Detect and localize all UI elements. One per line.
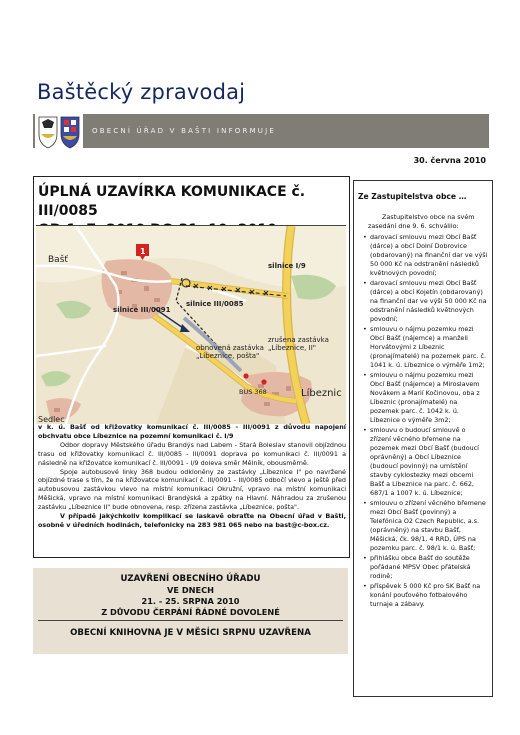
list-item: • přihlášku obce Bašť do soutěže pořádané MPSV Obec přátelská rodině; (370, 554, 488, 581)
issue-date: 30. června 2010 (413, 156, 486, 165)
map-label-obnovena-2: „Líbeznice, pošta" (196, 352, 260, 360)
map-graphic (36, 226, 346, 424)
notice-divider (38, 620, 343, 621)
map-label-zrusena-2: „Líbeznice, II" (268, 344, 316, 352)
map-label-bast: Bašť (48, 255, 68, 265)
list-item: • smlouvu o nájmu pozemku mezi Obcí Bašť (nájemce) a manželi Horvátovými z Líbeznic (pronajímatelé) na pozemek parc. č. 1041 k. ú. Líbeznice o výměře 1m2; (370, 325, 488, 370)
article-para-3: V případě jakýchkoliv komplikací se laskavě obraťte na Obecní úřad v Bašti, osobně v úředních hodinách, telefonicky na 283 981 065 nebo na bast@c-box.cz. (38, 512, 346, 529)
notice-line-2: VE DNECH (167, 585, 214, 595)
list-item: • smlouvu o zřízení věcného břemene mezi Obcí Bašť (povinný) a Telefónica O2 Czech Republic, a.s. (oprávněný) na stavbu Bašť, Měšická, čk. 98/1, 4 RRD, ÚPS na pozemku parc. č. 98/1 k. ú. Bašť; (370, 499, 488, 553)
map-label-sedlec: Sedlec (38, 415, 65, 424)
article-body (38, 423, 346, 530)
sidebar-heading: Ze Zastupitelstva obce … (358, 192, 467, 201)
list-item: • smlouvu o budoucí smlouvě o zřízení věcného břemene na pozemek mezi Obcí Bašť (budoucí oprávněný) a Obcí Líbeznice (budoucí povinný) na umístění stavby cyklostezky mezi obcemi Bašť a Líbeznice na parc. č. 662, 687/1 a 1007 k. ú. Líbeznice; (370, 426, 488, 498)
resolution-list (354, 233, 488, 610)
map-label-bus: BUS 368 (239, 388, 267, 396)
list-item: • příspěvek 5 000 Kč pro SK Bašť na konání pouťového fotbalového turnaje a zábavy. (370, 582, 488, 609)
map-label-i9: silnice I/9 (268, 262, 306, 270)
list-item: • darovací smlouvu mezi Obcí Bašť (dárce) a obcí Dolní Dobrovice (obdarovaný) na finanční dar ve výši 50 000 Kč na odstranění následků květnových povodní; (370, 233, 488, 278)
map-label-obnovena-1: obnovená zastávka (196, 344, 264, 352)
office-closure-notice (33, 568, 348, 654)
article-para-2: Spoje autobusové linky 368 budou odkloněny ze zastávky „Líbeznice I" po navržené objízdné trase s tím, že na křižovatce komunikací č. III/0091 - III/0085 odbočí vlevo a ještě před autobusovou zastávkou vlevo na místní komunikaci Okružní, vpravo na místní komunikaci Měšická, vpravo na místní komunikaci Brandýská a zpátky na Hlavní. Náhradou za zrušenou zastávku „Líbeznice II" bude obnovena, resp. zřízena zastávka „Líbeznice, pošta". (38, 467, 346, 512)
list-item: • smlouvu o nájmu pozemku mezi Obcí Bašť (nájemce) a Miroslavem Novákem a Marií Kočinovou, oba z Líbeznic (pronajímatelé) na pozemek parc. č. 1042 k. ú. Líbeznice o výměře 3m2; (370, 371, 488, 425)
list-item: • darovací smlouvu mezi Obcí Bašť (dárce) a obcí Kojetín (obdarovaný) na finanční dar ve výši 50 000 Kč na odstranění následků květnových povodní; (370, 279, 488, 324)
headline-line-1: ÚPLNÁ UZAVÍRKA KOMUNIKACE č. III/0085 (38, 184, 306, 219)
notice-line-3: 21. - 25. SRPNA 2010 (141, 596, 240, 606)
library-closure-line: OBECNÍ KNIHOVNA JE V MĚSÍCI SRPNU UZAVŘENA (70, 628, 311, 638)
map-label-0085: silnice III/0085 (186, 300, 244, 308)
sidebar-intro: Zastupitelstvo obce na svém zasedání dne 9. 6. schválilo: (368, 213, 475, 230)
notice-line-4: Z DŮVODU ČERPÁNÍ ŘÁDNÉ DOVOLENÉ (101, 607, 280, 617)
map-marker-number: 1 (140, 247, 146, 256)
map-label-zrusena-1: zrušena zastávka (268, 336, 329, 344)
article-para-1: Odbor dopravy Městského úřadu Brandýs nad Labem - Stará Boleslav stanovil objízdnou trasu od křižovatky komunikací č. III/0085 - III/0091 doprava po komunikaci č. III/0091 a následně na křižovatce komunikací č. III/0091 - I/9 doleva směr Mělník, obousměrně. (38, 440, 346, 467)
detour-map (36, 225, 346, 424)
article-lead: v k. ú. Bašť od křižovatky komunikací č. III/0085 - III/0091 z důvodu napojení obchvatu obce Líbeznice na pozemní komunikaci č. I/9 (38, 423, 346, 440)
coat-of-arms-icon (35, 114, 83, 152)
map-label-0091: silnice III/0091 (113, 306, 171, 314)
newsletter-title: Baštěcký zpravodaj (37, 80, 246, 104)
road-closure-article (33, 176, 350, 558)
notice-line-1: UZAVŘENÍ OBECNÍHO ÚŘADU (120, 574, 261, 584)
map-label-libeznice: Líbeznic (301, 388, 342, 399)
council-sidebar (353, 180, 493, 697)
masthead-subtitle: OBECNÍ ÚŘAD V BAŠTI INFORMUJE (92, 127, 277, 135)
